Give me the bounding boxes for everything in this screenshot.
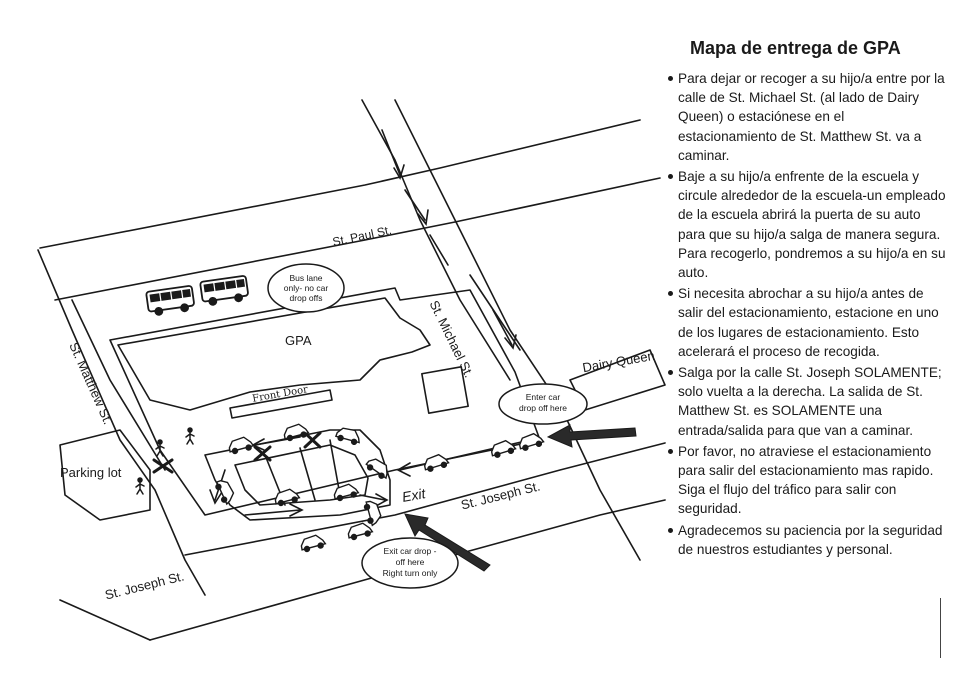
bullet-icon [668,291,673,296]
car [335,425,363,447]
st-paul-road-north-edge [40,120,640,248]
pedestrian-icon [136,478,144,494]
car [228,436,254,454]
instructions-panel [668,38,946,658]
school-bus [200,276,249,307]
street-label-st-joseph-west: St. Joseph St. [103,568,186,603]
traffic-arrow [430,235,448,265]
car [365,455,393,482]
st-michael-road-west-edge [362,100,510,380]
bus-lane-callout-text [276,273,336,303]
exit-callout-line: Right turn only [382,568,438,578]
instruction-text: Salga por la calle St. Joseph SOLAMENTE; solo vuelta a la derecha. La salida de St. Matthew St. es SOLAMENTE una entrada/salida para que van a caminar. [678,365,942,438]
traffic-arrow [405,190,428,224]
street-label-st-matthew: St. Matthew St. [66,340,116,427]
bullet-icon [668,370,673,375]
car [333,483,359,501]
instruction-item [668,363,946,440]
school-label: GPA [285,333,312,348]
exit-callout-text [370,546,450,579]
street-label-st-michael: St. Michael St. [426,298,477,380]
car [490,439,516,458]
pedestrian-icon [186,428,194,444]
instruction-item [668,167,946,282]
enter-pointer-arrow [548,425,636,447]
margin-rule [940,598,941,658]
bullet-icon [668,174,673,179]
car [423,453,449,472]
no-entry-x-mark [154,460,172,472]
enter-callout-line: Enter car [525,392,561,402]
page-title: Mapa de entrega de GPA [690,38,901,58]
instruction-text: Agradecemos su paciencia por la seguridad de nuestros estudiantes y personal. [678,522,943,557]
traffic-arrow [493,310,516,348]
traffic-arrow [382,130,404,178]
car [300,534,326,552]
traffic-arrow [245,504,302,516]
enter-callout-line: drop off here [518,403,568,413]
street-label-st-joseph-east: St. Joseph St. [459,478,542,513]
school-bus [146,286,195,317]
bus-lane-callout-line: drop offs [289,293,323,303]
instruction-text: Baje a su hijo/a enfrente de la escuela y circule alrededor de la escuela-un empleado de la escuela abrirá la puerta de su auto para que su hijo/a salga de manera segura. Para recogerlo, pondremos a su hijo/a en su auto. [678,169,946,281]
bus-lane-callout-line: only- no car [283,283,329,293]
instruction-text: Por favor, no atraviese el estacionamiento para salir del estacionamiento mas rapido. Siga el flujo del tráfico para salir con seguridad. [678,443,934,517]
car [518,432,544,451]
bullet-icon [668,449,673,454]
dairy-queen-label: Dairy Queen [581,347,656,376]
car [347,522,373,540]
enter-callout-text [508,392,578,414]
no-entry-x-mark [305,433,320,447]
instruction-text: Si necesita abrochar a su hijo/a antes de salir del estacionamiento, estacione en uno de los lugares de estacionamiento. Esto acelerará el proceso de recogida. [678,286,939,359]
exit-gate-label: Exit [400,485,427,505]
instruction-item [668,284,946,361]
instruction-item [668,442,946,519]
instruction-item [668,69,946,165]
car [283,423,309,441]
bullet-icon [668,528,673,533]
instruction-item [668,521,946,559]
front-door-label: Front Door [251,384,309,405]
street-label-st-paul: St. Paul St. [331,222,393,250]
exit-callout-line: off here [395,557,425,567]
bullet-icon [668,76,673,81]
bus-lane-callout-line: Bus lane [289,273,323,283]
exit-callout-line: Exit car drop - [383,546,437,556]
parking-lot-label: Parking lot [60,465,122,480]
st-joseph-road-west-tail [60,600,150,640]
instruction-text: Para dejar or recoger a su hijo/a entre por la calle de St. Michael St. (al lado de Dairy Queen) o estaciónese en el estacionamiento de St. Matthew St. va a caminar. [678,71,945,163]
